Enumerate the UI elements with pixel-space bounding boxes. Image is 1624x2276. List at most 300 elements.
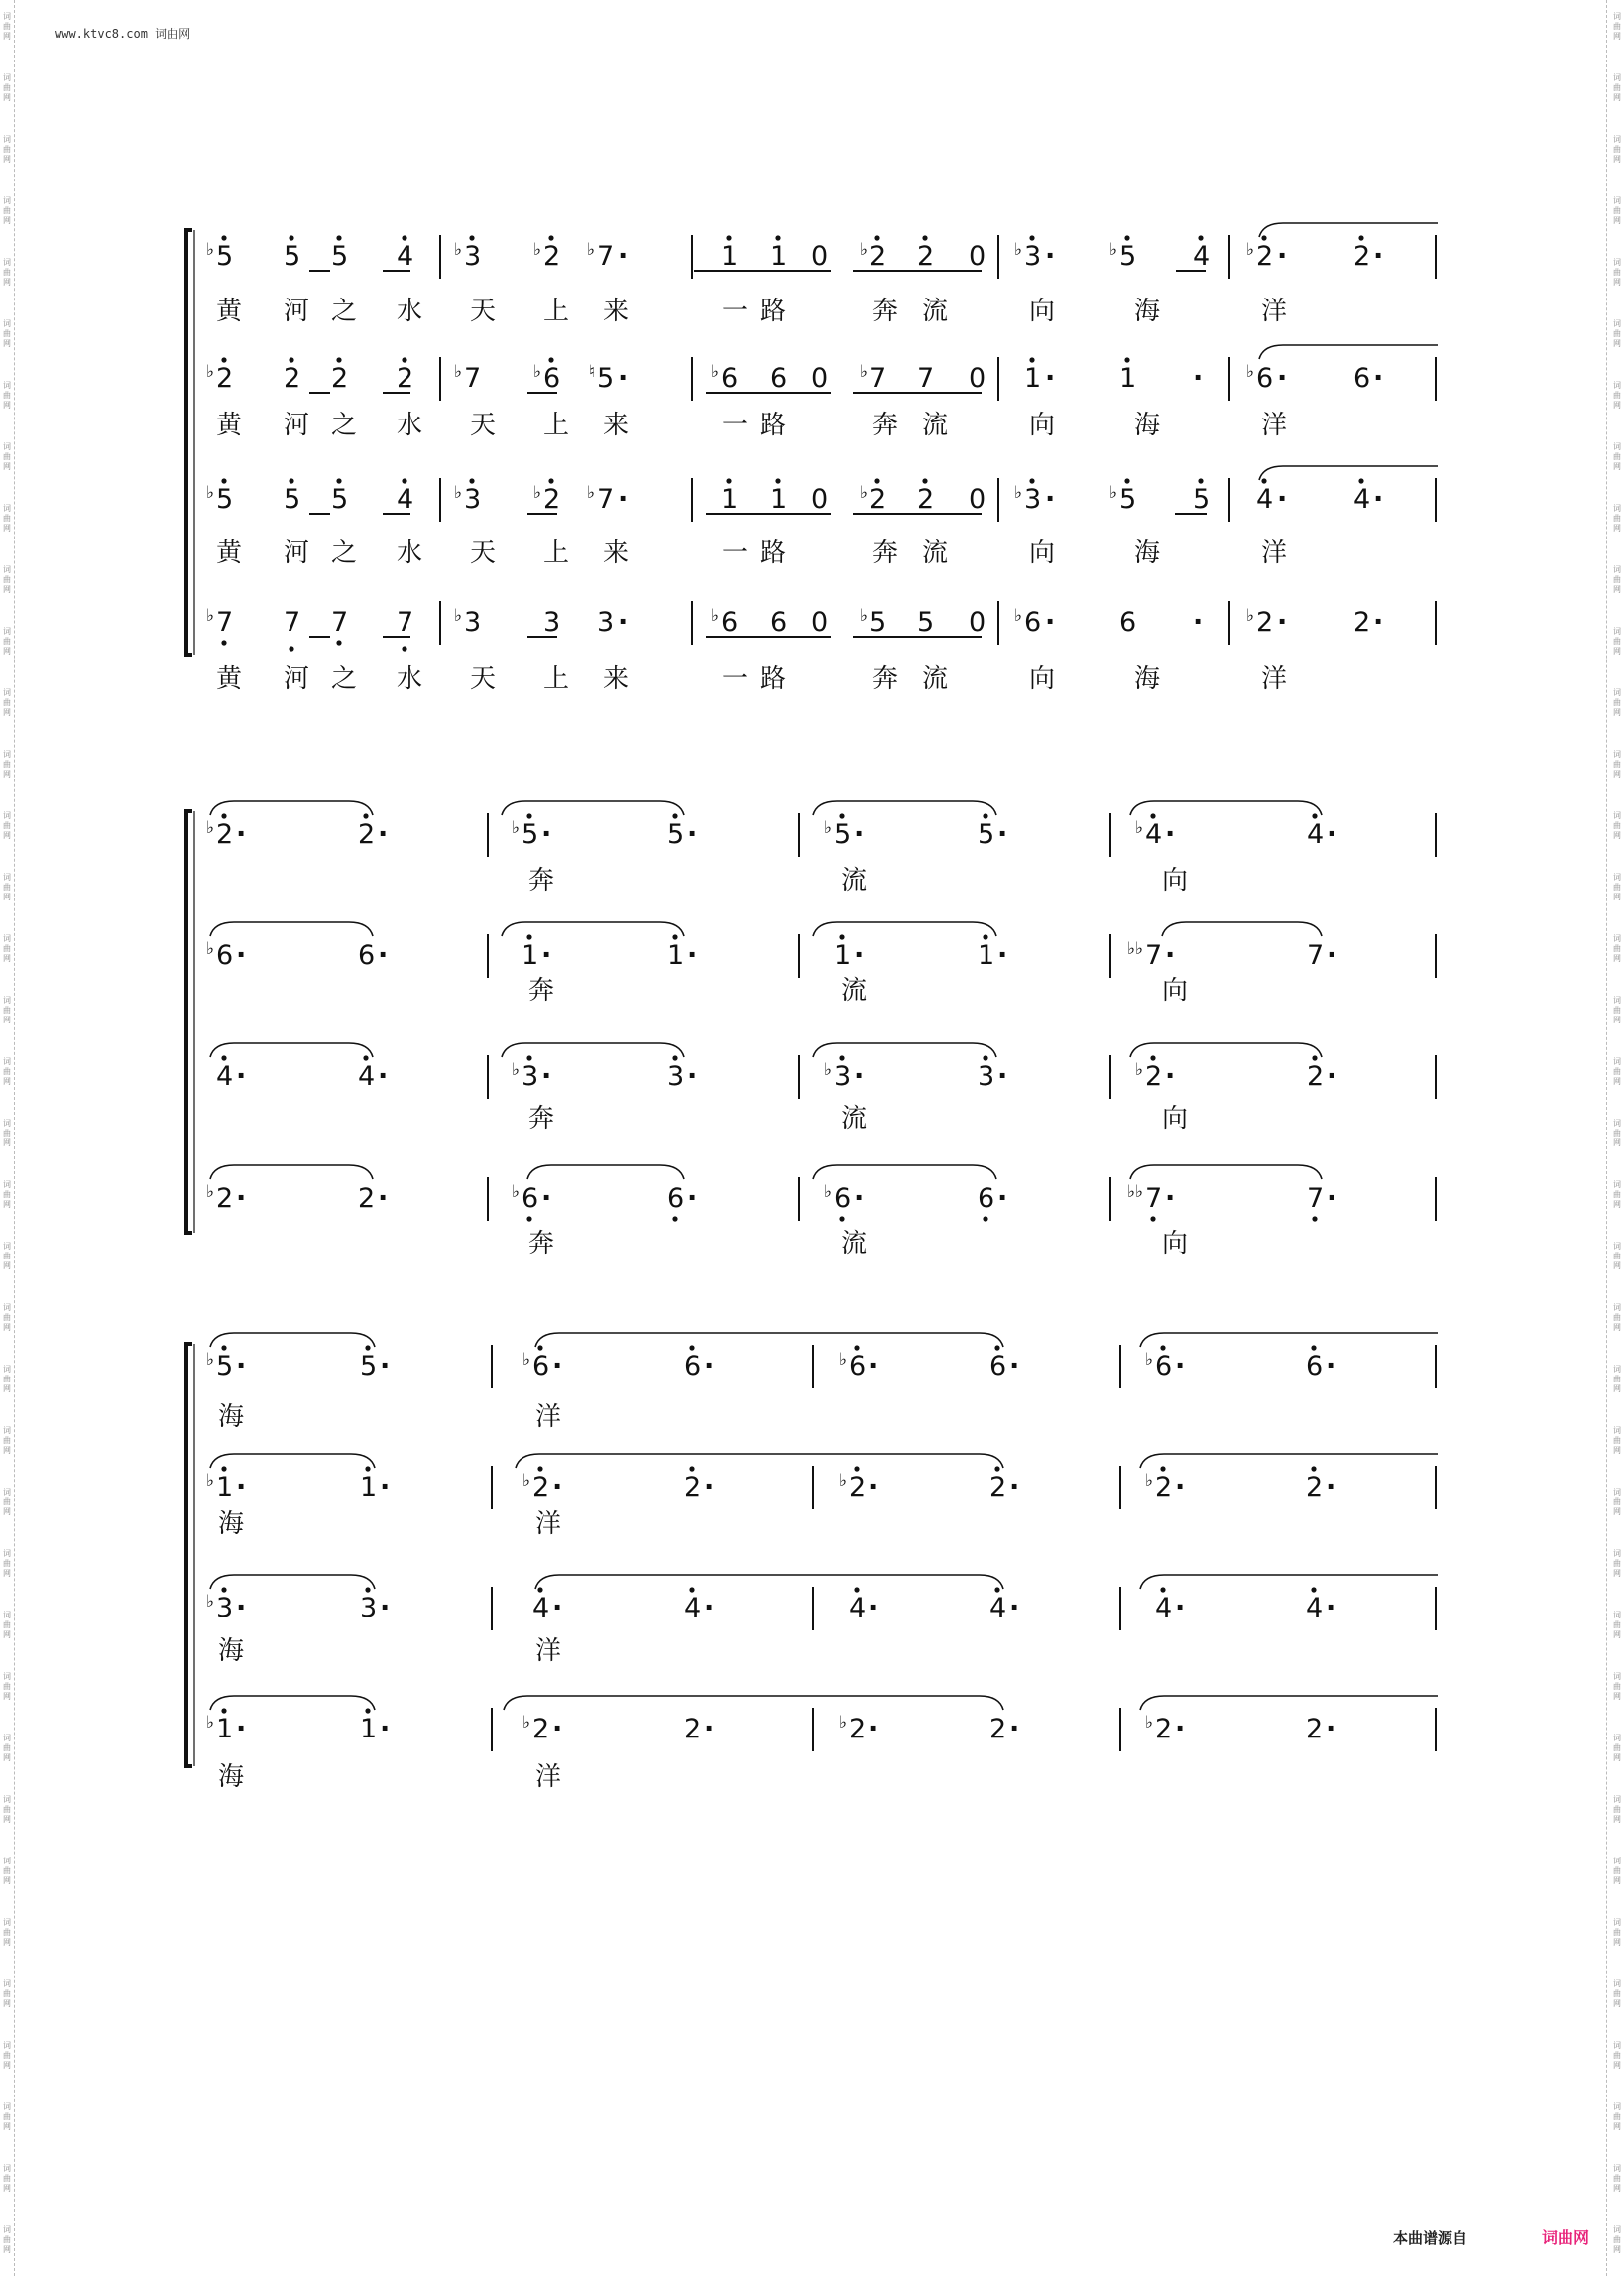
watermark-glyph-block: 词 曲 网 <box>3 1734 11 1762</box>
note: 2 <box>1155 1714 1173 1744</box>
note: 2 <box>684 1714 702 1744</box>
high-octave-dot <box>365 1708 370 1713</box>
note: 2 <box>1145 1061 1163 1092</box>
watermark-glyph-block: 词 曲 网 <box>1613 1979 1621 2008</box>
note: 3 <box>543 607 561 638</box>
note: 6 <box>721 363 739 394</box>
augmentation-dot: · <box>1326 1714 1336 1744</box>
lyric-syllable: 洋 <box>1261 539 1288 568</box>
watermark-glyph-block: 词 曲 网 <box>1613 2164 1621 2193</box>
watermark-glyph-block: 词 曲 网 <box>3 1303 11 1332</box>
augmentation-dot: · <box>618 241 629 272</box>
watermark-glyph-block: 词 曲 网 <box>1613 1180 1621 1209</box>
high-octave-dot <box>548 235 553 240</box>
watermark-glyph-block: 词 曲 网 <box>3 1365 11 1393</box>
note: 2 <box>397 363 414 394</box>
augmentation-dot: · <box>1165 1061 1176 1092</box>
accidental: ♭ <box>1108 240 1117 260</box>
note: 2 <box>1353 607 1371 638</box>
watermark-glyph-block: 词 曲 网 <box>1613 73 1621 102</box>
score-system-1 <box>186 223 1438 694</box>
augmentation-dot: · <box>1373 607 1384 638</box>
site-header[interactable]: www.ktvc8.com 词曲网 <box>55 27 191 41</box>
high-octave-dot <box>289 478 293 483</box>
note: 7 <box>597 241 615 272</box>
lyric-syllable: 海 <box>218 1762 245 1792</box>
low-octave-dot <box>839 1216 844 1221</box>
augmentation-dot: · <box>1175 1593 1186 1623</box>
watermark-glyph-block: 词 曲 网 <box>3 2225 11 2254</box>
score-system-3 <box>186 1333 1438 1792</box>
low-octave-dot <box>402 646 406 651</box>
note: 1 <box>522 940 539 971</box>
augmentation-dot: · <box>869 1714 879 1744</box>
watermark-glyph-block: 词 曲 网 <box>3 750 11 779</box>
note: 4 <box>216 1061 234 1092</box>
note: 4 <box>397 241 414 272</box>
watermark-glyph-block: 词 曲 网 <box>3 12 11 41</box>
watermark-glyph-block: 词 曲 网 <box>1613 1057 1621 1086</box>
watermark-glyph-block: 词 曲 网 <box>1613 565 1621 594</box>
lyric-syllable: 奔 <box>528 976 555 1006</box>
lyric-syllable: 向 <box>1162 1229 1189 1258</box>
lyric-syllable: 河 <box>284 539 310 568</box>
high-octave-dot <box>672 1055 677 1060</box>
slur <box>502 801 684 815</box>
lyric-syllable: 水 <box>397 297 423 326</box>
note: 4 <box>989 1593 1007 1623</box>
note: 5 <box>216 484 234 515</box>
note: 5 <box>331 241 349 272</box>
augmentation-dot: · <box>1327 940 1337 971</box>
augmentation-dot: · <box>1165 819 1176 850</box>
augmentation-dot: · <box>1009 1593 1020 1623</box>
high-octave-dot <box>1029 357 1034 362</box>
high-octave-dot <box>289 235 293 240</box>
lyric-syllable: 上 <box>543 297 570 326</box>
note: 2 <box>1256 607 1274 638</box>
high-octave-dot <box>854 1466 859 1471</box>
lyric-syllable: 流 <box>922 664 949 694</box>
watermark-glyph-block: 词 曲 网 <box>3 1857 11 1885</box>
high-octave-dot <box>922 235 927 240</box>
accidental: ♭ <box>1134 1060 1143 1080</box>
watermark-glyph-block: 词 曲 网 <box>1613 1303 1621 1332</box>
watermark-glyph-block: 词 曲 网 <box>1613 1795 1621 1824</box>
lyric-syllable: 路 <box>760 411 787 440</box>
augmentation-dot: · <box>869 1351 879 1381</box>
lyric-syllable: 奔 <box>872 411 899 440</box>
note: 3 <box>1024 484 1042 515</box>
watermark-glyph-block: 词 曲 网 <box>1613 1242 1621 1270</box>
watermark-glyph-block: 词 曲 网 <box>3 135 11 164</box>
accidental: ♭ <box>453 483 462 503</box>
note: 3 <box>464 607 482 638</box>
watermark-glyph-block: 词 曲 网 <box>1613 12 1621 41</box>
accidental: ♭ <box>1245 240 1254 260</box>
watermark-glyph-block: 词 曲 网 <box>3 688 11 717</box>
accidental: ♭ <box>838 1471 847 1491</box>
note: 2 <box>1256 241 1274 272</box>
accidental: ♭ <box>1013 240 1022 260</box>
high-octave-dot <box>1198 478 1203 483</box>
slur <box>535 1333 1003 1347</box>
note: 7 <box>331 607 349 638</box>
accidental: ♭ <box>1144 1713 1153 1733</box>
accidental: ♭ <box>205 1350 214 1370</box>
augmentation-dot: · <box>704 1593 715 1623</box>
watermark-glyph-block: 词 曲 网 <box>3 319 11 348</box>
augmentation-dot: · <box>704 1472 715 1502</box>
high-octave-dot <box>1261 478 1266 483</box>
high-octave-dot <box>854 1587 859 1592</box>
note: 5 <box>284 484 301 515</box>
high-octave-dot <box>363 1055 368 1060</box>
system-bracket <box>186 811 192 1233</box>
accidental: ♭ <box>1013 483 1022 503</box>
note: 1 <box>1024 363 1042 394</box>
lyric-syllable: 洋 <box>535 1402 562 1432</box>
note: 1 <box>978 940 995 971</box>
lyric-syllable: 流 <box>841 976 868 1006</box>
note: 6 <box>667 1183 685 1214</box>
augmentation-dot: · <box>1327 1061 1337 1092</box>
lyric-syllable: 海 <box>1134 664 1161 694</box>
slur <box>1162 922 1322 936</box>
note: 2 <box>532 1472 550 1502</box>
note: 2 <box>870 241 887 272</box>
note: 3 <box>360 1593 378 1623</box>
lyric-syllable: 向 <box>1162 866 1189 896</box>
augmentation-dot: · <box>380 1593 391 1623</box>
slur <box>502 1043 684 1057</box>
augmentation-dot: · <box>1373 241 1384 272</box>
lyric-syllable: 奔 <box>528 1229 555 1258</box>
high-octave-dot <box>672 813 677 818</box>
high-octave-dot <box>1160 1466 1165 1471</box>
watermark-glyph-block: 词 曲 网 <box>3 504 11 533</box>
note: 2 <box>1155 1472 1173 1502</box>
accidental: ♭ <box>532 240 541 260</box>
lyric-syllable: 来 <box>603 664 630 694</box>
high-octave-dot <box>526 1055 531 1060</box>
note: 4 <box>849 1593 867 1623</box>
high-octave-dot <box>526 934 531 939</box>
system-bracket <box>186 230 192 655</box>
watermark-glyph-block: 词 曲 网 <box>3 1611 11 1639</box>
lyric-syllable: 海 <box>218 1509 245 1539</box>
high-octave-dot <box>336 478 341 483</box>
lyric-syllable: 奔 <box>872 297 899 326</box>
watermark-glyph-block: 词 曲 网 <box>1613 2102 1621 2131</box>
watermark-glyph-block: 词 曲 网 <box>1613 934 1621 963</box>
lyric-syllable: 奔 <box>872 539 899 568</box>
augmentation-dot: · <box>236 1061 247 1092</box>
note: 1 <box>834 940 852 971</box>
watermark-glyph-block: 词 曲 网 <box>1613 196 1621 225</box>
note: 1 <box>360 1714 378 1744</box>
high-octave-dot <box>726 235 731 240</box>
high-octave-dot <box>365 1587 370 1592</box>
high-octave-dot <box>994 1466 999 1471</box>
slur <box>1259 223 1438 237</box>
augmentation-dot: · <box>854 1061 865 1092</box>
accidental: ♭ <box>1245 362 1254 382</box>
lyric-syllable: 洋 <box>1261 664 1288 694</box>
high-octave-dot <box>221 235 226 240</box>
note: 2 <box>216 819 234 850</box>
augmentation-dot: · <box>380 1714 391 1744</box>
note: 2 <box>216 363 234 394</box>
slur <box>813 922 996 936</box>
accidental: ♭ <box>532 362 541 382</box>
augmentation-dot: · <box>1277 484 1288 515</box>
high-octave-dot <box>1160 1587 1165 1592</box>
note: 6 <box>358 940 376 971</box>
note: 1 <box>721 484 739 515</box>
watermark-glyph-block: 词 曲 网 <box>1613 135 1621 164</box>
accidental: ♭ <box>205 1182 214 1202</box>
accidental: ♭ <box>205 939 214 959</box>
watermark-glyph-block: 词 曲 网 <box>1613 1119 1621 1147</box>
note: 4 <box>1256 484 1274 515</box>
note: 5 <box>216 1351 234 1381</box>
note: 7 <box>917 363 935 394</box>
note: 6 <box>543 363 561 394</box>
note: 1 <box>360 1472 378 1502</box>
note: 7 <box>216 607 234 638</box>
note: 4 <box>1193 241 1211 272</box>
augmentation-dot: · <box>378 940 389 971</box>
lyric-syllable: 向 <box>1029 297 1056 326</box>
watermark-glyph-block: 词 曲 网 <box>1613 1426 1621 1455</box>
note: 6 <box>834 1183 852 1214</box>
lyric-syllable: 海 <box>218 1636 245 1666</box>
lyric-syllable: 黄 <box>216 664 243 694</box>
watermark-glyph-block: 词 曲 网 <box>1613 750 1621 779</box>
slur <box>1259 345 1438 359</box>
lyric-syllable: 流 <box>922 297 949 326</box>
watermark-glyph-block: 词 曲 网 <box>1613 442 1621 471</box>
watermark-glyph-block: 词 曲 网 <box>1613 2041 1621 2070</box>
watermark-glyph-block: 词 曲 网 <box>1613 319 1621 348</box>
high-octave-dot <box>1150 1055 1155 1060</box>
note: 6 <box>1256 363 1274 394</box>
accidental: ♭ <box>205 606 214 626</box>
augmentation-dot: · <box>704 1714 715 1744</box>
watermark-glyph-block: 词 曲 网 <box>3 1180 11 1209</box>
note: 2 <box>358 1183 376 1214</box>
watermark-glyph-block: 词 曲 网 <box>1613 688 1621 717</box>
augmentation-dot: · <box>552 1593 563 1623</box>
low-octave-dot <box>1150 1216 1155 1221</box>
high-octave-dot <box>1124 357 1129 362</box>
slur <box>1130 801 1322 815</box>
accidental: ♭ <box>838 1350 847 1370</box>
note: 3 <box>1024 241 1042 272</box>
accidental: ♭ <box>1013 606 1022 626</box>
watermark-glyph-block: 词 曲 网 <box>3 1549 11 1578</box>
watermark-glyph-block: 词 曲 网 <box>1613 627 1621 656</box>
note: 3 <box>597 607 615 638</box>
lyric-syllable: 洋 <box>535 1762 562 1792</box>
slur <box>527 1165 684 1179</box>
note: 6 <box>1155 1351 1173 1381</box>
note: 6 <box>770 363 788 394</box>
high-octave-dot <box>1311 1466 1316 1471</box>
watermark-glyph-block: 词 曲 网 <box>3 442 11 471</box>
accidental: ♭ <box>532 483 541 503</box>
accidental: ♭ <box>823 1060 832 1080</box>
watermark-glyph-block: 词 曲 网 <box>3 2041 11 2070</box>
augmentation-dot: · <box>1165 1183 1176 1214</box>
lyric-syllable: 上 <box>543 411 570 440</box>
watermark-glyph-block: 词 曲 网 <box>3 2164 11 2193</box>
note: 1 <box>216 1714 234 1744</box>
augmentation-dot: · <box>854 940 865 971</box>
high-octave-dot <box>983 1055 987 1060</box>
augmentation-dot: · <box>1327 1183 1337 1214</box>
note: 2 <box>1353 241 1371 272</box>
augmentation-dot: · <box>1009 1714 1020 1744</box>
augmentation-dot: · <box>704 1351 715 1381</box>
high-octave-dot <box>336 235 341 240</box>
high-octave-dot <box>221 1466 226 1471</box>
lyric-syllable: 海 <box>1134 539 1161 568</box>
watermark-glyph-block: 词 曲 网 <box>1613 1857 1621 1885</box>
augmentation-dot: · <box>1277 241 1288 272</box>
note: 3 <box>978 1061 995 1092</box>
accidental: ♭ <box>1245 606 1254 626</box>
note: 5 <box>1193 484 1211 515</box>
lyric-syllable: 一 <box>722 411 749 440</box>
augmentation-dot: · <box>236 1183 247 1214</box>
lyric-syllable: 上 <box>543 664 570 694</box>
watermark-glyph-block: 词 曲 网 <box>1613 504 1621 533</box>
note: 7 <box>870 363 887 394</box>
note: 5 <box>1119 241 1137 272</box>
high-octave-dot <box>221 1708 226 1713</box>
lyric-syllable: 河 <box>284 411 310 440</box>
augmentation-dot: · <box>997 819 1008 850</box>
lyric-syllable: 天 <box>470 539 497 568</box>
watermark-glyph-block: 词 曲 网 <box>3 1488 11 1516</box>
augmentation-dot: · <box>236 1351 247 1381</box>
note: 1 <box>1119 363 1137 394</box>
watermark-glyph-block: 词 曲 网 <box>1613 2225 1621 2254</box>
slur <box>516 1454 1003 1468</box>
slur <box>813 801 996 815</box>
note: 1 <box>770 241 788 272</box>
high-octave-dot <box>469 478 474 483</box>
note: 2 <box>331 363 349 394</box>
note: 2 <box>358 819 376 850</box>
lyric-syllable: 流 <box>922 411 949 440</box>
slur <box>1130 1043 1322 1057</box>
high-octave-dot <box>874 478 879 483</box>
note: 0 <box>969 607 986 638</box>
augmentation-dot: · <box>1045 241 1056 272</box>
accidental: ♭ <box>511 1182 520 1202</box>
high-octave-dot <box>874 235 879 240</box>
note: 3 <box>522 1061 539 1092</box>
accidental: ♭ <box>522 1713 530 1733</box>
high-octave-dot <box>689 1466 694 1471</box>
footer-logo[interactable]: 词曲网 <box>1542 2228 1590 2247</box>
high-octave-dot <box>1198 235 1203 240</box>
lyric-syllable: 路 <box>760 297 787 326</box>
accidental: ♭ <box>511 1060 520 1080</box>
augmentation-dot: · <box>236 1472 247 1502</box>
accidental: ♭ <box>823 818 832 838</box>
low-octave-dot <box>526 1216 531 1221</box>
note: 6 <box>989 1351 1007 1381</box>
accidental: ♭ <box>1108 483 1117 503</box>
augmentation-dot: · <box>997 940 1008 971</box>
note: 0 <box>811 607 829 638</box>
augmentation-dot: · <box>378 1061 389 1092</box>
augmentation-dot: · <box>854 819 865 850</box>
watermark-glyph-block: 词 曲 网 <box>1613 1918 1621 1947</box>
augmentation-dot: · <box>1045 484 1056 515</box>
note: 2 <box>543 484 561 515</box>
slur <box>210 1696 375 1710</box>
note: 7 <box>1145 1183 1163 1214</box>
augmentation-dot: · <box>541 819 552 850</box>
accidental: ♭ <box>453 606 462 626</box>
watermark-glyph-block: 词 曲 网 <box>3 196 11 225</box>
accidental: ♭ <box>205 1592 214 1612</box>
note: 0 <box>811 241 829 272</box>
accidental: ♭ <box>586 483 595 503</box>
watermark-glyph-block: 词 曲 网 <box>3 934 11 963</box>
accidental: ♭ <box>205 483 214 503</box>
high-octave-dot <box>1311 1587 1316 1592</box>
accidental: ♭ <box>205 240 214 260</box>
watermark-glyph-block: 词 曲 网 <box>1613 1672 1621 1701</box>
note: 7 <box>1307 940 1325 971</box>
augmentation-dot: · <box>1193 607 1204 638</box>
accidental: ♭ <box>859 483 868 503</box>
augmentation-dot: · <box>552 1714 563 1744</box>
note: 2 <box>1306 1472 1324 1502</box>
lyric-syllable: 路 <box>760 664 787 694</box>
note: 0 <box>969 484 986 515</box>
note: 2 <box>1306 1714 1324 1744</box>
low-octave-dot <box>221 640 226 645</box>
lyric-syllable: 奔 <box>872 664 899 694</box>
low-octave-dot <box>289 646 293 651</box>
watermark-glyph-block: 词 曲 网 <box>1613 1549 1621 1578</box>
high-octave-dot <box>548 357 553 362</box>
note: 6 <box>1024 607 1042 638</box>
high-octave-dot <box>1311 1345 1316 1350</box>
augmentation-dot: · <box>1277 607 1288 638</box>
augmentation-dot: · <box>997 1183 1008 1214</box>
lyric-syllable: 来 <box>603 411 630 440</box>
watermark-glyph-block: 词 曲 网 <box>3 258 11 287</box>
slur <box>210 1043 373 1057</box>
slur <box>1259 466 1438 480</box>
high-octave-dot <box>994 1345 999 1350</box>
note: 4 <box>358 1061 376 1092</box>
lyric-syllable: 流 <box>841 866 868 896</box>
note: 3 <box>464 484 482 515</box>
lyric-syllable: 流 <box>922 539 949 568</box>
watermark-glyph-block: 词 曲 网 <box>3 1426 11 1455</box>
note: 2 <box>917 241 935 272</box>
high-octave-dot <box>983 813 987 818</box>
